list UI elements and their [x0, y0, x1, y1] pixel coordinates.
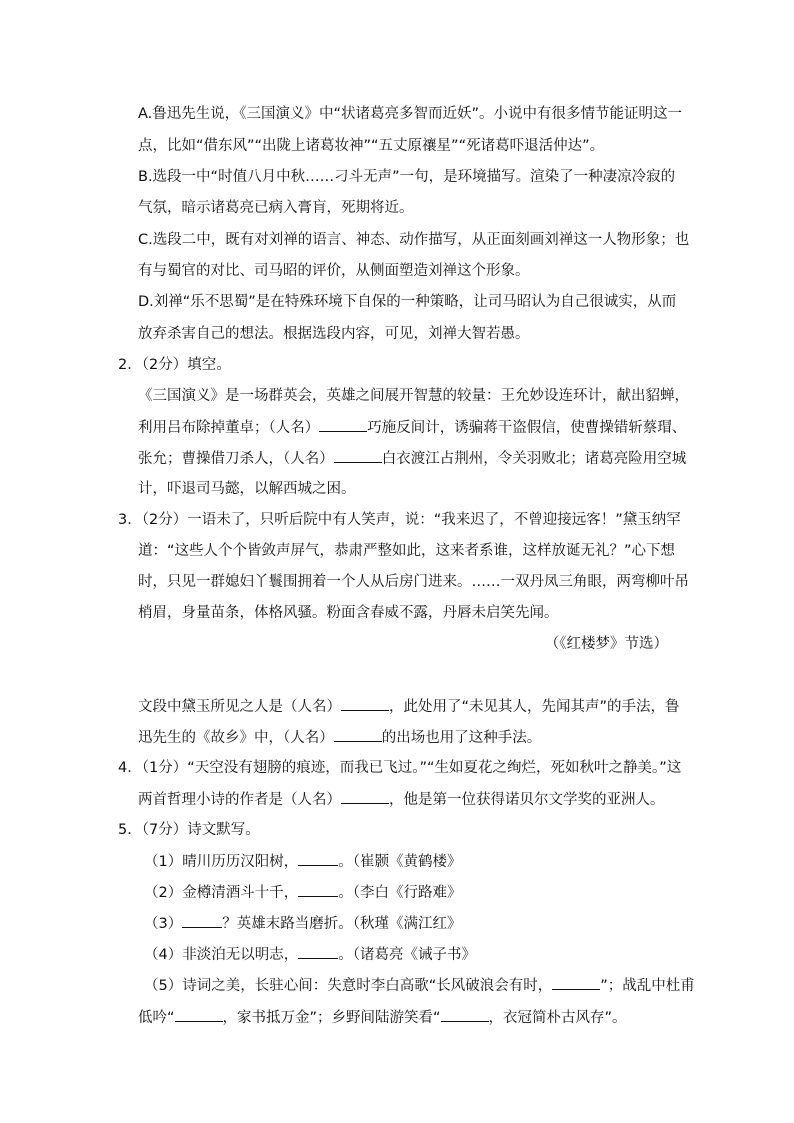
q2-line-2: [138, 417, 686, 438]
q2-line-2-b: 巧施反间计，诱骗蒋干盗假信，使曹操错斩蔡瑁、: [367, 420, 687, 436]
q4-line-2-a: 两首哲理小诗的作者是（人名）: [138, 792, 341, 808]
answer-blank[interactable]: [182, 913, 222, 928]
q2-line-3-b: 白衣渡江占荆州，令关羽败北；诸葛亮险用空城: [381, 451, 687, 467]
q4-line-2: [138, 789, 665, 810]
q5-item-2-a: （2）金樽清酒斗十千，: [144, 885, 299, 901]
option-d-line-2: 放弃杀害自己的想法。根据选段内容，可见，刘禅大智若愚。: [138, 326, 530, 342]
q5-item-5-cont: [138, 1007, 627, 1028]
answer-blank[interactable]: [341, 696, 389, 711]
answer-blank[interactable]: [298, 882, 338, 897]
q3-line-2: 道：“这些人个个皆敛声屏气，恭肃严整如此，这来者系谁，这样放诞无礼？”心下想: [138, 543, 676, 559]
q2-heading: 2．（2分）填空。: [118, 357, 231, 373]
q5-item-3-b: ？英雄末路当磨折。（秋瑾《满江红》: [222, 916, 462, 932]
q3-line-5-a: 文段中黛玉所见之人是（人名）: [138, 699, 341, 715]
q5-heading: 5．（7分）诗文默写。: [118, 822, 260, 838]
q2-line-1: 《三国演义》是一场群英会，英雄之间展开智慧的较量：王允妙设连环计，献出貂蝉，: [138, 388, 689, 404]
option-b-line-1: B.选段一中“时值八月中秋……刁斗无声”一句，是环境描写。渲染了一种凄凉冷寂的: [138, 169, 676, 185]
q5-item-4-a: （4）非淡泊无以明志，: [144, 947, 299, 963]
option-d-line-1: D.刘禅“乐不思蜀”是在特殊环境下自保的一种策略，让司马昭认为自己很诚实，从而: [138, 294, 677, 310]
q3-line-4: 梢眉，身量苗条，体格风骚。粉面含春威不露，丹唇未启笑先闻。: [138, 605, 559, 621]
q4-line-2-b: ，他是第一位获得诺贝尔文学奖的亚洲人。: [389, 792, 665, 808]
answer-blank[interactable]: [319, 417, 367, 432]
q5-item-6-c: ，衣冠简朴古风存”。: [488, 1010, 627, 1026]
q5-item-3: [144, 913, 461, 934]
answer-blank[interactable]: [298, 851, 338, 866]
answer-blank[interactable]: [341, 789, 389, 804]
option-a-line-2: 点，比如“借东风”“出陇上诸葛妆神”“五丈原禳星”“死诸葛吓退活仲达”。: [138, 138, 605, 154]
q5-item-6-b: ，家书抵万金”；乡野间陆游笑看“: [222, 1010, 441, 1026]
q3-line-6-b: 的出场也用了这种手法。: [381, 730, 542, 746]
q2-line-4: 计，吓退司马懿，以解西城之困。: [138, 481, 356, 497]
answer-blank[interactable]: [175, 1007, 223, 1022]
option-c-line-1: C.选段二中，既有对刘禅的语言、神态、动作描写，从正面刻画刘禅这一人物形象；也: [138, 232, 690, 248]
q5-item-6-a: 低吟“: [138, 1010, 175, 1026]
answer-blank[interactable]: [334, 727, 382, 742]
q2-line-3-a: 张允；曹操借刀杀人，（人名）: [138, 451, 334, 467]
q3-line-6: [138, 727, 541, 748]
q5-item-1: [144, 851, 461, 872]
answer-blank[interactable]: [552, 975, 600, 990]
q4-line-1: 4．（1分）“天空没有翅膀的痕迹，而我已飞过。”“生如夏花之绚烂，死如秋叶之静美。”这: [118, 760, 682, 776]
answer-blank[interactable]: [298, 944, 338, 959]
q3-line-5: [138, 696, 680, 717]
option-a-line-1: A.鲁迅先生说，《三国演义》中“状诸葛亮多智而近妖”。小说中有很多情节能证明这一: [138, 106, 683, 122]
q2-line-2-a: 利用吕布除掉董卓；（人名）: [138, 420, 320, 436]
option-b-line-2: 气氛，暗示诸葛亮已病入膏肓，死期将近。: [138, 200, 414, 216]
q5-item-5-b: ”；战乱中杜甫: [600, 978, 695, 994]
q3-line-5-b: ，此处用了“未见其人，先闻其声”的手法，鲁: [389, 699, 680, 715]
q3-line-3: 时，只见一群媳妇丫鬟围拥着一个人从后房门进来。……一双丹凤三角眼，两弯柳叶吊: [138, 574, 689, 590]
q5-item-3-a: （3）: [144, 916, 183, 932]
q5-item-2-b: 。（李白《行路难》: [338, 885, 462, 901]
option-c-line-2: 有与蜀官的对比、司马昭的评价，从侧面塑造刘禅这个形象。: [138, 263, 530, 279]
q3-source: （《红楼梦》节选）: [544, 636, 668, 652]
answer-blank[interactable]: [441, 1007, 489, 1022]
q3-line-6-a: 迅先生的《故乡》中，（人名）: [138, 730, 334, 746]
q5-item-1-a: （1）晴川历历汉阳树，: [144, 854, 299, 870]
q3-line-1: 3．（2分）一语未了，只听后院中有人笑声，说：“我来迟了，不曾迎接远客！”黛玉纳罕: [118, 512, 681, 528]
q5-item-5: [144, 975, 695, 996]
q5-item-2: [144, 882, 461, 903]
q5-item-4-b: 。（诸葛亮《诫子书》: [338, 947, 476, 963]
q5-item-1-b: 。（崔颢《黄鹤楼》: [338, 854, 462, 870]
q5-item-4: [144, 944, 476, 965]
answer-blank[interactable]: [334, 448, 382, 463]
q5-item-5-a: （5）诗词之美，长驻心间：失意时李白高歌“长风破浪会有时，: [144, 978, 553, 994]
q2-line-3: [138, 448, 686, 469]
